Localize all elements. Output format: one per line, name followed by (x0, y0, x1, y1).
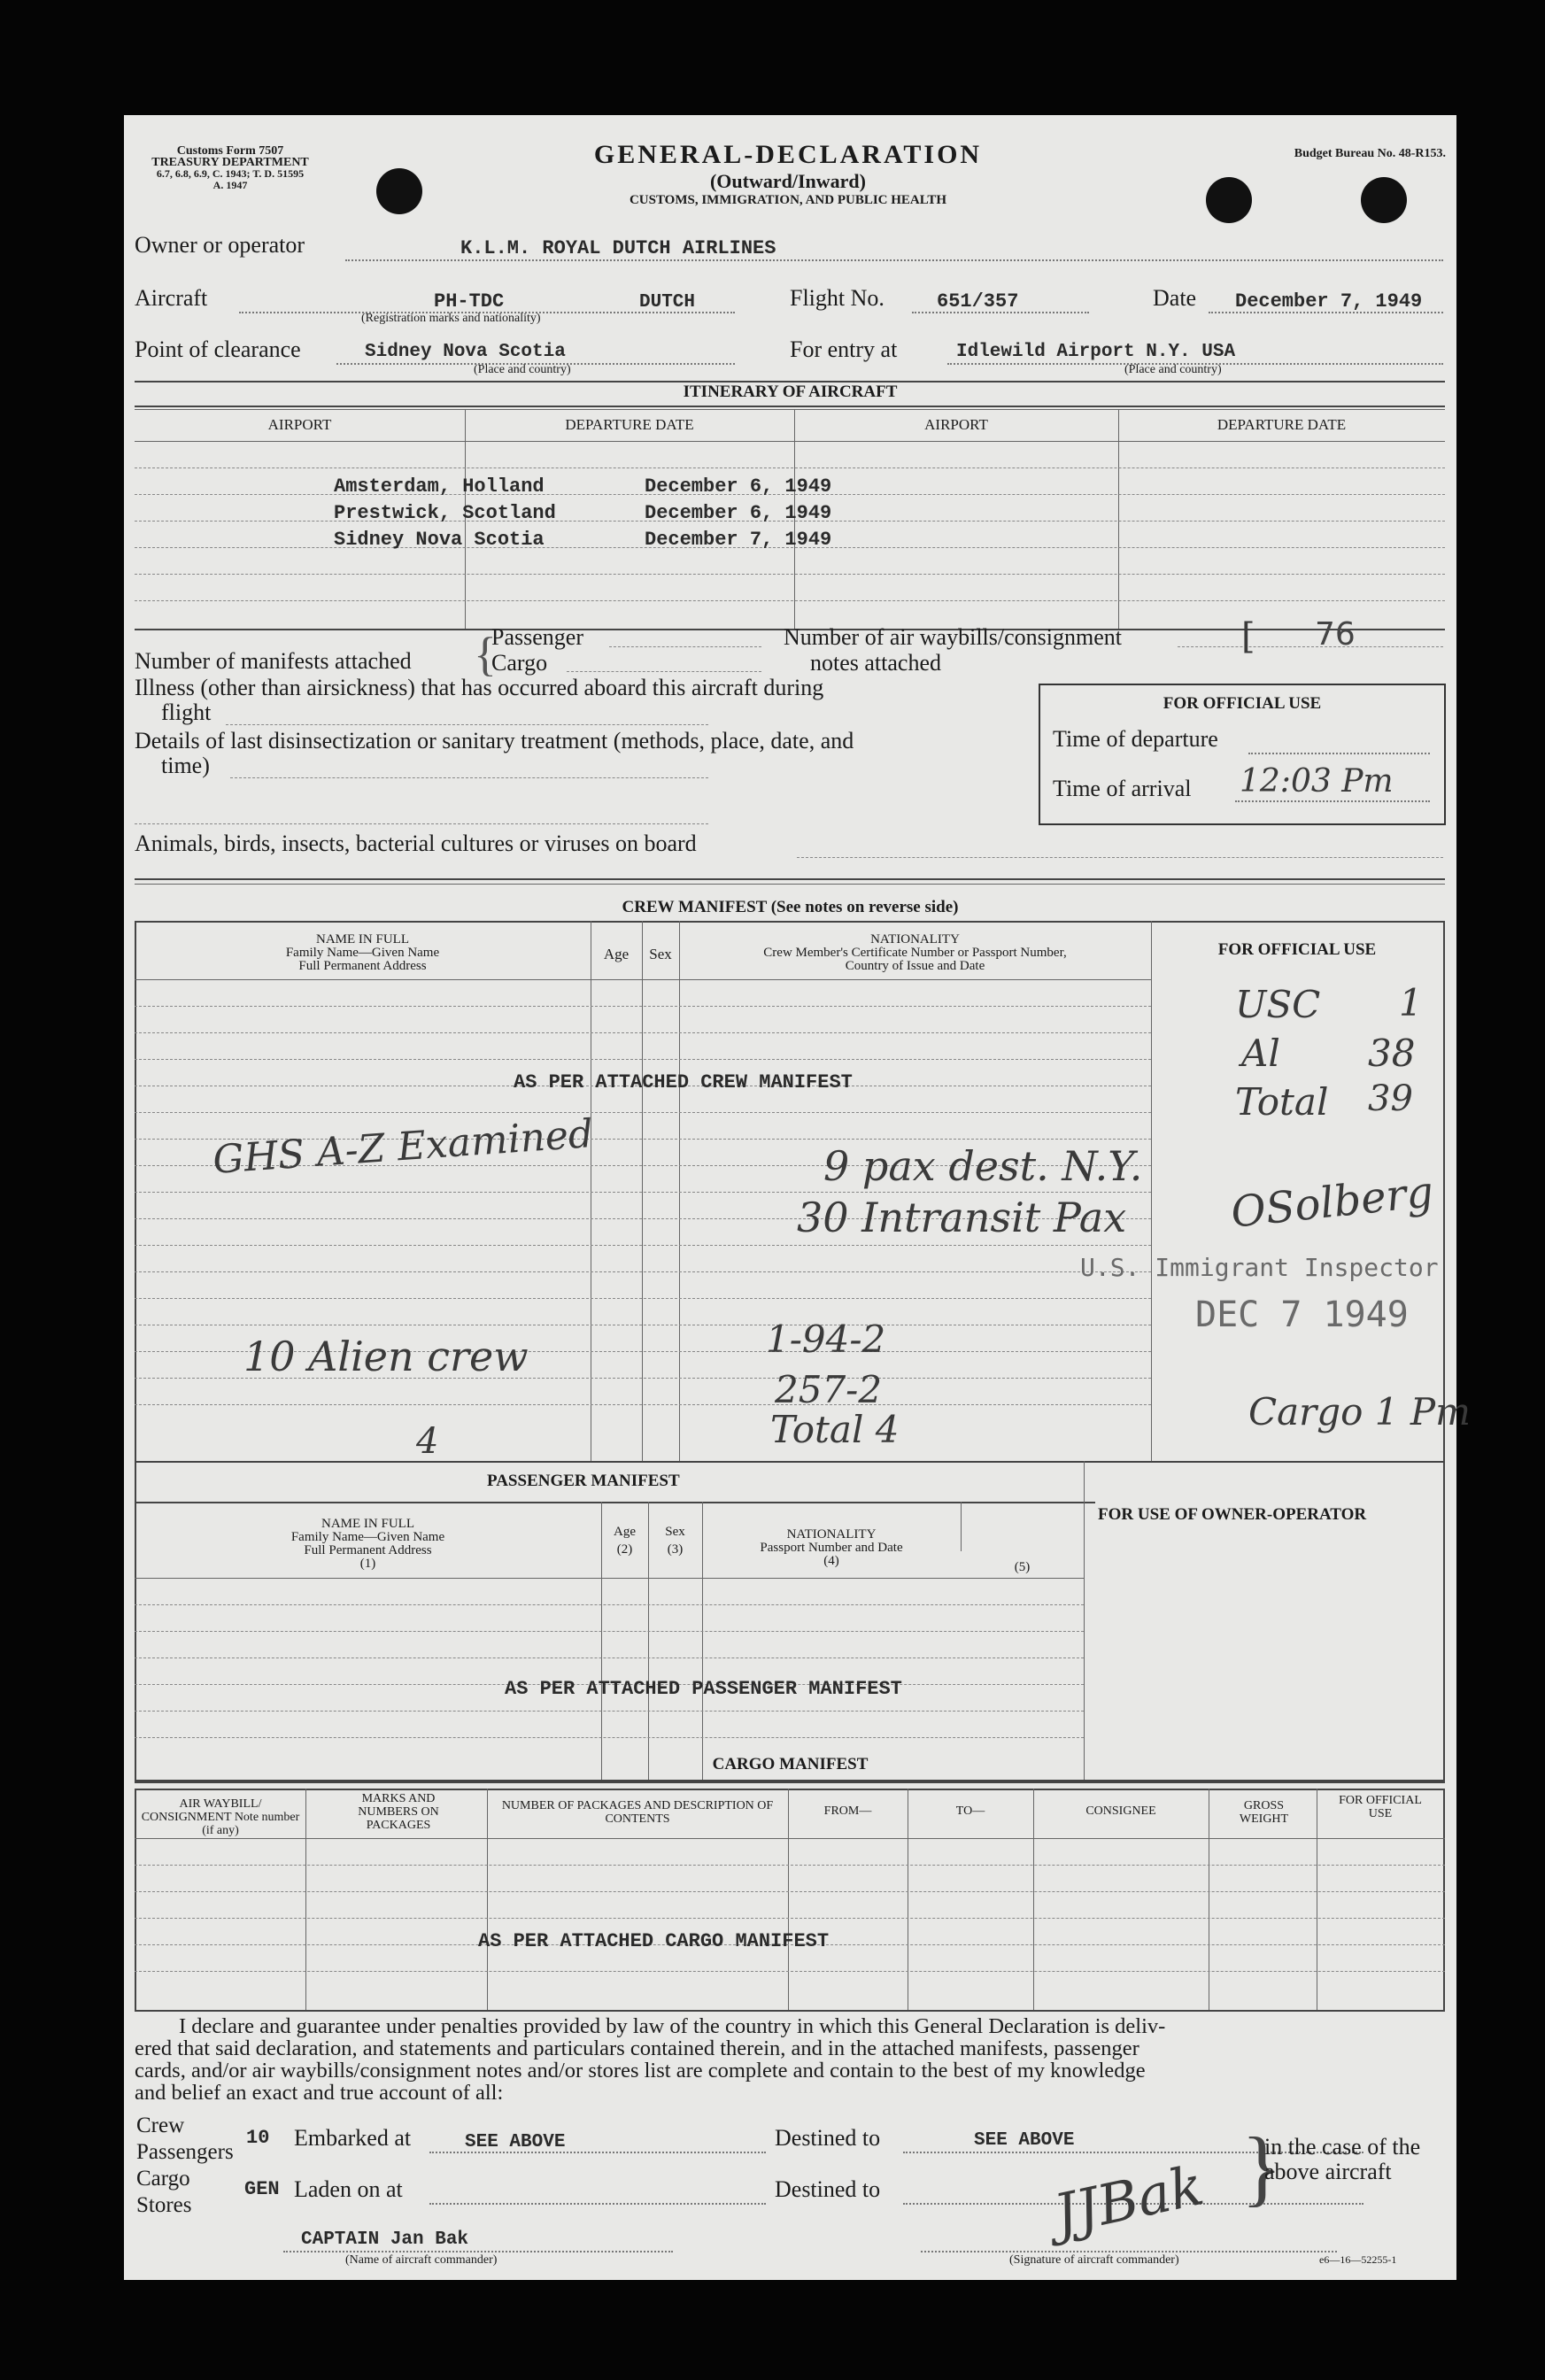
punch-hole (1206, 177, 1252, 223)
aircraft-label: Aircraft (135, 285, 208, 311)
passenger-col-name-3: Full Permanent Address (304, 1543, 432, 1557)
passenger-col-name-2: Family Name—Given Name (290, 1530, 445, 1544)
crew-col-name-2: Family Name—Given Name (285, 946, 440, 960)
declaration-cargo-value: GEN (244, 2178, 280, 2200)
declaration-crew: Crew (136, 2113, 185, 2137)
embarked-value: SEE ABOVE (465, 2132, 566, 2152)
entry-label: For entry at (790, 336, 898, 362)
laden-label: Laden on at (294, 2176, 403, 2202)
crew-col-name: NAME IN FULL (316, 932, 409, 947)
waybills-label-2: notes attached (810, 650, 941, 676)
crew-typed: AS PER ATTACHED CREW MANIFEST (514, 1071, 853, 1093)
form-title: GENERAL-DECLARATION (593, 140, 983, 169)
flight-value: 651/357 (937, 290, 1019, 313)
commander-signature: JJBak (1048, 2152, 1209, 2247)
itinerary-date: December 6, 1949 (645, 475, 832, 498)
arrival-time-label: Time of arrival (1053, 776, 1192, 801)
crew-col-nationality-2: Crew Member's Certificate Number or Passport Number, (763, 946, 1067, 960)
inspector-signature: OSolberg (1228, 1167, 1436, 1238)
note-total: Total (1235, 1080, 1329, 1124)
cargo-col-official: FOR OFFICIAL USE (1339, 1794, 1422, 1820)
clearance-value: Sidney Nova Scotia (365, 342, 566, 362)
passenger-col-sex: Sex (665, 1525, 685, 1539)
form-subtitle: (Outward/Inward) (709, 170, 866, 192)
embarked-label: Embarked at (294, 2125, 412, 2151)
cargo-typed: AS PER ATTACHED CARGO MANIFEST (478, 1930, 830, 1952)
official-use-title: FOR OFFICIAL USE (1163, 694, 1322, 713)
itinerary-airport: Amsterdam, Holland (334, 475, 545, 498)
passenger-col-age: Age (614, 1525, 636, 1539)
budget-bureau: Budget Bureau No. 48-R153. (1294, 147, 1446, 160)
note-al-count: 38 (1368, 1032, 1416, 1075)
aircraft-registration: PH-TDC (434, 290, 505, 313)
crew-col-age: Age (603, 946, 630, 962)
cargo-col-to: TO— (955, 1804, 985, 1818)
flight-label: Flight No. (790, 285, 885, 311)
passenger-title: PASSENGER MANIFEST (487, 1472, 680, 1490)
itinerary-airport: Sidney Nova Scotia (334, 529, 545, 551)
declaration-text-1: I declare and guarantee under penalties provided by law of the country in which this General Declaration is deliv- (179, 2014, 1166, 2038)
note-al: Al (1241, 1032, 1280, 1075)
destined-label-2: Destined to (775, 2176, 881, 2202)
declaration-text-3: cards, and/or air waybills/consignment notes and/or stores list are complete and contain to the best of my knowledge (135, 2059, 1146, 2082)
cargo-title: CARGO MANIFEST (712, 1755, 869, 1773)
owner-operator-use: FOR USE OF OWNER-OPERATOR (1098, 1505, 1367, 1524)
departure-time-label: Time of departure (1053, 726, 1218, 752)
itinerary-col-departure-2: DEPARTURE DATE (1217, 416, 1347, 433)
destined-label: Destined to (775, 2125, 881, 2151)
itinerary-col-airport-2: AIRPORT (924, 416, 988, 433)
date-label: Date (1153, 285, 1197, 311)
itinerary-col-airport-1: AIRPORT (267, 416, 332, 433)
cargo-col-weight: GROSS WEIGHT (1239, 1799, 1289, 1826)
manifests-passenger: Passenger (491, 624, 583, 650)
declaration-crew-value: 10 (246, 2127, 270, 2149)
passenger-col-name: NAME IN FULL (321, 1517, 414, 1531)
crew-title: CREW MANIFEST (See notes on reverse side) (622, 898, 959, 916)
illness-label-2: flight (161, 699, 212, 725)
note-calc-1: 1-94-2 (766, 1318, 886, 1361)
general-declaration-form: Customs Form 7507 TREASURY DEPARTMENT 6.7, 6.8, 6.9, C. 1943; T. D. 51595 A. 1947 GENERAL-DECLARATION (Outward/Inward) CUSTOMS, IMMIGRATION, AND PUBLIC HEALTH Budget Bureau No. 48-R153. Owner or operator K.L.M. ROYAL DUTCH AIRLINES Aircraft PH-TDC DUTCH (Registration marks and nationality) Flight No. 651/357 Date December 7, 1949 Point of clearance Sidney Nova Scotia (Place and country) For entry at Idlewild Airport N.Y. USA (Place and country) ITINERARY OF AIRCRAFT AIRPORT DEPARTURE DATE AIRPORT DEPARTURE DATE Amsterdam, Holland December 6, 1949 Prestwick, Scotland December 6, 1949 Sidney Nova Scotia December 7, 1949 Number of manifests attached { Passenger Cargo Number of air waybills/consignment notes attached [ 76 Illness (other than airsickness) that has occurred aboard this aircraft during flight Details of last disinsectization or sanitary treatment (methods, place, date, and time) Animals, birds, insects, bacterial cultures or viruses on board FOR OFFICIAL USE Time of departure Time of arrival 12:03 Pm CREW MANIFEST (See notes on reverse side) NAME IN FULL Family Name—Given Name Full Permanent Address Age Sex NATIONALITY Crew Member's Certificate Number or Passport Number, Country of Issue and Date FOR OFFICIAL USE AS PER ATTACHED CREW MANIFEST USC 1 Al 38 Total 39 GHS A-Z Examined 9 pax dest. N.Y. 30 Intransit Pax OSolberg U.S. Immigrant Inspector DEC 7 1949 10 Alien crew 1-94-2 257-2 Total 4 4 Cargo 1 Pm PASSENGER MANIFEST NAME IN FULL Family Name—Given Name Full Permanent Address (1) Age (2) Sex (3) NATIONALITY Passport Number and Date (4) (5) FOR USE OF OWNER-OPERATOR AS PER ATTACHED PASSENGER MANIFEST CARGO MANIFEST AIR WAYBILL/ CONSIGNMENT Note number (if any) MARKS AND NUMBERS ON PACKAGES NUMBER OF PACKAGES AND DESCRIPTION OF CONTENTS FROM— TO— CONSIGNEE GROSS WEIGHT FOR OFFICIAL USE AS PER ATTACHED CARGO MANIFEST I declare and guarantee under penalties provided by law of the country in which this General Declaration is deliv- ered that said declaration, and statements and particulars contained therein, and in the attached manifests, passenger cards, and/or air waybills/consignment notes and/or stores list are complete and contain to the best of my knowledge and belief an exact and true account of all: Crew Passengers Cargo Stores 10 GEN Embarked at SEE ABOVE Destined to SEE ABOVE Laden on at Destined to } in the case of the above aircraft JJBak CAPTAIN Jan Bak (Name of aircraft commander) (Signature of aircraft commander) e6—16—52255-1 (124, 115, 1456, 2280)
inspector-stamp: U.S. Immigrant Inspector (1080, 1253, 1439, 1282)
passenger-col-name-num: (1) (359, 1557, 376, 1571)
form-refs: 6.7, 6.8, 6.9, C. 1943; T. D. 51595 (156, 167, 305, 180)
crew-col-nationality: NATIONALITY (870, 932, 960, 947)
crew-col-sex: Sex (649, 946, 672, 962)
date-value: December 7, 1949 (1235, 290, 1423, 313)
itinerary-date: December 6, 1949 (645, 502, 832, 524)
commander-name-caption: (Name of aircraft commander) (345, 2253, 498, 2267)
disinsect-label-2: time) (161, 753, 210, 778)
arrival-time-value: 12:03 Pm (1240, 763, 1394, 800)
aircraft-nationality: DUTCH (639, 292, 696, 313)
declaration-cargo: Cargo (136, 2167, 190, 2191)
crew-official-use: FOR OFFICIAL USE (1217, 940, 1377, 959)
case-label: in the case of the (1264, 2134, 1421, 2160)
crew-col-nationality-3: Country of Issue and Date (845, 959, 985, 973)
aircraft-caption: (Registration marks and nationality) (361, 312, 541, 325)
clearance-caption: (Place and country) (474, 363, 571, 376)
signature-caption: (Signature of aircraft commander) (1009, 2253, 1179, 2267)
passenger-col-nationality-2: Passport Number and Date (760, 1541, 903, 1555)
entry-caption: (Place and country) (1124, 363, 1222, 376)
waybills-value: 76 (1315, 616, 1356, 653)
waybills-mark: [ (1241, 616, 1255, 657)
passenger-col-5: (5) (1014, 1560, 1031, 1574)
official-use-box (1039, 684, 1446, 825)
passenger-col-nationality-num: (4) (823, 1554, 839, 1568)
passenger-col-age-num: (2) (616, 1542, 633, 1557)
itinerary-airport: Prestwick, Scotland (334, 502, 556, 524)
note-intransit: 30 Intransit Pax (797, 1194, 1127, 1241)
note-four: 4 (416, 1421, 439, 1462)
department: TREASURY DEPARTMENT (151, 156, 309, 169)
manifests-cargo: Cargo (491, 650, 548, 676)
itinerary-date: December 7, 1949 (645, 529, 832, 551)
declaration-stores: Stores (136, 2193, 192, 2217)
itinerary-title: ITINERARY OF AIRCRAFT (683, 382, 898, 401)
waybills-label: Number of air waybills/consignment (784, 624, 1122, 650)
case-label-2: above aircraft (1264, 2159, 1392, 2184)
form-subtitle-2: CUSTOMS, IMMIGRATION, AND PUBLIC HEALTH (629, 193, 947, 207)
cargo-col-consignee: CONSIGNEE (1085, 1804, 1156, 1818)
note-calc-3: Total 4 (770, 1408, 900, 1451)
note-pax-dest: 9 pax dest. N.Y. (823, 1142, 1143, 1190)
cargo-col-from: FROM— (823, 1804, 872, 1818)
note-crew-examined: GHS A-Z Examined (211, 1111, 595, 1183)
passenger-typed: AS PER ATTACHED PASSENGER MANIFEST (505, 1678, 902, 1700)
punch-hole (376, 168, 422, 214)
owner-label: Owner or operator (135, 232, 305, 258)
destined-value: SEE ABOVE (974, 2130, 1075, 2151)
disinsect-label: Details of last disinsectization or sanitary treatment (methods, place, date, and (135, 728, 854, 753)
declaration-text-2: ered that said declaration, and statements and particulars contained therein, and in the attached manifests, passenger (135, 2036, 1139, 2060)
form-id: Customs Form 7507 (176, 144, 284, 158)
declaration-text-4: and belief an exact and true account of all: (135, 2081, 504, 2105)
manifests-label: Number of manifests attached (135, 648, 412, 674)
passenger-col-sex-num: (3) (667, 1542, 684, 1557)
note-calc-2: 257-2 (775, 1368, 883, 1411)
note-usc-count: 1 (1399, 981, 1423, 1024)
itinerary-col-departure-1: DEPARTURE DATE (565, 416, 694, 433)
cargo-col-packages: NUMBER OF PACKAGES AND DESCRIPTION OF CONTENTS (501, 1799, 774, 1826)
cargo-col-marks: MARKS AND NUMBERS ON PACKAGES (358, 1792, 439, 1832)
punch-hole (1361, 177, 1407, 223)
note-cargo-time: Cargo 1 Pm (1248, 1390, 1471, 1433)
form-refs-2: A. 1947 (212, 179, 248, 191)
cargo-col-waybill: AIR WAYBILL/ CONSIGNMENT Note number (if any) (141, 1797, 300, 1837)
note-usc: USC (1235, 983, 1321, 1026)
inspector-stamp-date: DEC 7 1949 (1195, 1294, 1409, 1335)
illness-label: Illness (other than airsickness) that has occurred aboard this aircraft during (135, 675, 824, 700)
entry-value: Idlewild Airport N.Y. USA (956, 342, 1236, 362)
note-alien-crew: 10 Alien crew (243, 1333, 529, 1380)
print-code: e6—16—52255-1 (1319, 2253, 1397, 2266)
note-total-count: 39 (1368, 1078, 1413, 1119)
passenger-col-nationality: NATIONALITY (786, 1527, 877, 1542)
clearance-label: Point of clearance (135, 336, 301, 362)
crew-col-name-3: Full Permanent Address (298, 959, 427, 973)
owner-value: K.L.M. ROYAL DUTCH AIRLINES (460, 237, 776, 259)
animals-label: Animals, birds, insects, bacterial cultures or viruses on board (135, 831, 697, 856)
commander-name: CAPTAIN Jan Bak (301, 2229, 469, 2250)
declaration-passengers: Passengers (136, 2140, 234, 2164)
